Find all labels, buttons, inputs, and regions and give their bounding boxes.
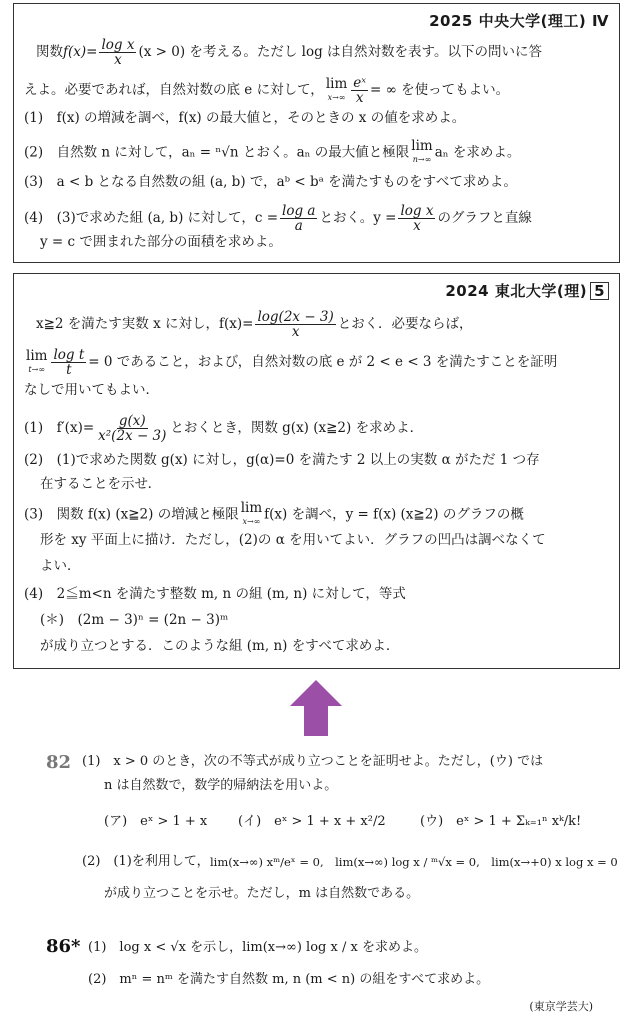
question-2: (2) 自然数 n に対して，aₙ = ⁿ√n とおく。aₙ の最大値と極限 lim n→∞ aₙ を求めよ。 [24,138,521,164]
problem-number-86: 86* [46,936,81,957]
p82-ineq-c: (ウ) eˣ > 1 + Σₖ₌₁ⁿ xᵏ/k! [420,814,582,829]
question-2-cont: 在することを示せ． [40,476,162,492]
source-label: (東京学芸大) [529,1000,593,1013]
p82-line-4: が成り立つことを示せ。ただし，m は自然数である。 [104,886,420,901]
question-2: (2) (1)で求めた関数 g(x) に対し，g(α)=0 を満たす 2 以上の実数 α がただ 1 つ存 [24,452,540,468]
p86-line-2: (2) mⁿ = nᵐ を満たす自然数 m, n (m < n) の組をすべて求めよ。 [88,972,490,987]
problem-number-82: 82 [46,752,72,773]
p82-line-1: (1) x > 0 のとき，次の不等式が成り立つことを証明せよ。ただし，(ウ) では [82,754,544,769]
problem-box-chuo-2025 [13,3,620,263]
question-1: (1) f′(x)= $\frac{g(x)}{\text{x²(2x − 3)}}$ とおくとき，関数 g(x) (x≧2) を求めよ． [24,413,424,444]
question-1: (1) f(x) の増減を調べ，f(x) の最大値と，そのときの x の値を求めよ。 [24,110,466,126]
question-3: (3) a < b となる自然数の組 (a, b) で，aᵇ < bᵃ を満たすものをすべて求めよ。 [24,174,517,190]
intro-line-3: なしで用いてもよい． [24,382,159,398]
question-4: (4) 2≦m<n を満たす整数 m, n の組 (m, n) に対して，等式 [24,586,406,602]
p82-ineq-b: (イ) eˣ > 1 + x + x²/2 [238,814,386,829]
equation-star: (＊) (2m − 3)ⁿ = (2n − 3)ᵐ [40,612,229,628]
intro-line-2: lim t→∞ $\frac{\text{log t}}{t}$ = 0 であること，および，自然対数の底 e が 2 < e < 3 を満たすことを証明 [26,347,558,378]
p82-ineq-a: (ア) eˣ > 1 + x [104,814,208,829]
up-arrow-icon [290,680,342,736]
question-3: (3) 関数 f(x) (x≧2) の増減と極限 lim x→∞ f(x) を調べ，y = f(x) (x≧2) のグラフの概 [24,500,524,526]
intro-line-1: 関数f(x)= $\frac{\text{log x}}{x}$ (x > 0) を考える。ただし log は自然対数を表す。以下の問いに答 [36,37,542,68]
question-4-cont: が成り立つとする．このような組 (m, n) をすべて求めよ． [40,638,400,654]
p82-line-2: n は自然数で，数学的帰納法を用いよ。 [104,778,338,793]
question-4: (4) (3)で求めた組 (a, b) に対して，c = $\frac{\text{log a}}{a}$ とおく。y = $\frac{\text{log x}}{x}$ のグラフと直線 [24,203,532,234]
question-3-cont2: よい． [40,558,81,574]
p82-line-3b: lim(x→∞) xᵐ/eˣ = 0, lim(x→∞) log x / ᵐ√x = 0, lim(x→+0) x log x = 0 [210,855,618,869]
question-3-cont: 形を xy 平面上に描け．ただし，(2)の α を用いてよい．グラフの凹凸は調べなくて [40,532,546,548]
problem-box-tohoku-2024 [13,273,620,669]
p86-line-1: (1) log x < √x を示し，lim(x→∞) log x / x を求めよ。 [88,940,427,955]
p82-line-3a: (2) (1)を利用して， [82,854,210,869]
question-4-cont: y = c で囲まれた部分の面積を求めよ。 [40,234,282,250]
intro-line-2: えよ。必要であれば，自然対数の底 e に対して， lim x→∞ $\frac{\text{eˣ}}{x}$ = ∞ を使ってもよい。 [24,75,510,106]
problem-header: 2024 東北大学(理) 5 [445,280,609,301]
problem-header: 2025 中央大学(理工) Ⅳ [429,12,609,30]
intro-line-1: x≧2 を満たす実数 x に対し，f(x)= $\frac{\log(2x - 3)}{x}$ とおく．必要ならば， [36,309,473,340]
